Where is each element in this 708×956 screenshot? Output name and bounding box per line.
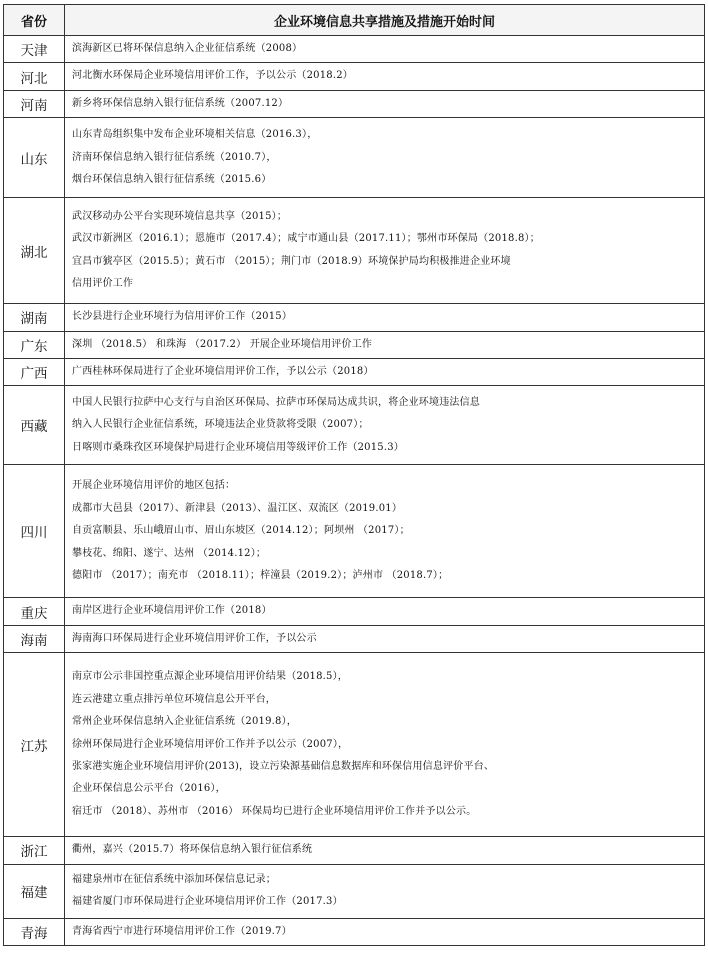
measure-line: 南岸区进行企业环境信用评价工作（2018）: [72, 605, 272, 617]
province-cell: 福建: [4, 864, 65, 918]
measures-cell: [65, 331, 705, 358]
measures-cell: [65, 918, 705, 945]
measure-line: 长沙县进行企业环境行为信用评价工作（2015）: [72, 311, 293, 323]
measure-line: 日喀则市桑珠孜区环境保护局进行企业环境信用等级评价工作（2015.3）: [72, 441, 404, 453]
measure-line: 青海省西宁市进行环境信用评价工作（2019.7）: [72, 925, 292, 937]
province-cell: 西藏: [4, 386, 65, 465]
measures-cell: [65, 837, 705, 864]
measure-line: 攀枝花、绵阳、遂宁、达州 （2014.12）；: [72, 547, 267, 559]
measures-cell: [65, 465, 705, 598]
measure-line: 连云港建立重点排污单位环境信息公开平台，: [72, 693, 276, 705]
table-row: [4, 864, 705, 918]
table-row: [4, 36, 705, 63]
table-body: [4, 36, 705, 946]
measure-line: 滨海新区已将环保信息纳入企业征信系统（2008）: [72, 43, 303, 54]
province-cell: 湖南: [4, 304, 65, 331]
measure-line: 广西桂林环保局进行了企业环境信用评价工作，予以公示（2018）: [72, 366, 374, 378]
measures-cell: [65, 118, 705, 198]
table-row: [4, 918, 705, 945]
table-row: [4, 465, 705, 598]
table-row: [4, 331, 705, 358]
province-cell: 广西: [4, 359, 65, 386]
measures-cell: [65, 36, 705, 63]
measure-line: 宜昌市猇亭区（2015.5）；黄石市 （2015）；荆门市（2018.9）环境保护局均积极推进企业环境: [72, 255, 511, 267]
measures-cell: [65, 653, 705, 837]
province-cell: 青海: [4, 918, 65, 945]
measure-line: 福建泉州市在征信系统中添加环保信息记录；: [72, 873, 276, 885]
measures-cell: [65, 386, 705, 465]
table-row: [4, 598, 705, 625]
measure-line: 自贡富顺县、乐山峨眉山市、眉山东坡区（2014.12）；阿坝州 （2017）；: [72, 525, 410, 537]
measure-line: 新乡将环保信息纳入银行征信系统（2007.12）: [72, 97, 289, 109]
province-cell: 海南: [4, 625, 65, 652]
measure-line: 企业环保信息公示平台（2016），: [72, 783, 226, 795]
table-row: [4, 90, 705, 117]
measure-line: 海南海口环保局进行企业环境信用评价工作，予以公示: [72, 632, 317, 644]
province-cell: 天津: [4, 36, 65, 63]
table-header-row: [4, 5, 705, 36]
table-row: [4, 359, 705, 386]
measure-line: 衢州，嘉兴（2015.7）将环保信息纳入银行征信系统: [72, 844, 313, 856]
province-cell: 重庆: [4, 598, 65, 625]
table-row: [4, 118, 705, 198]
table-row: [4, 304, 705, 331]
measure-line: 南京市公示非国控重点源企业环境信用评价结果（2018.5），: [72, 671, 348, 683]
measure-line: 山东青岛组织集中发布企业环境相关信息（2016.3），: [72, 129, 318, 141]
measure-line: 烟台环保信息纳入银行征信系统（2015.6）: [72, 173, 272, 185]
measure-line: 中国人民银行拉萨中心支行与自治区环保局、拉萨市环保局达成共识，将企业环境违法信息: [72, 396, 480, 408]
measure-line: 武汉移动办公平台实现环境信息共享（2015）；: [72, 210, 288, 222]
measure-line: 深圳 （2018.5） 和珠海 （2017.2） 开展企业环境信用评价工作: [72, 338, 373, 350]
measures-cell: [65, 304, 705, 331]
measures-cell: [65, 625, 705, 652]
measure-line: 成都市大邑县（2017）、新津县（2013）、温江区、双流区（2019.01）: [72, 502, 403, 514]
table-row: [4, 386, 705, 465]
province-cell: 浙江: [4, 837, 65, 864]
measure-line: 纳入人民银行企业征信系统，环境违法企业贷款将受限（2007）；: [72, 419, 369, 431]
measure-line: 开展企业环境信用评价的地区包括：: [72, 480, 236, 492]
measure-line: 信用评价工作: [72, 278, 134, 290]
measures-cell: [65, 864, 705, 918]
measure-line: 常州企业环保信息纳入企业征信系统（2019.8），: [72, 716, 297, 728]
measure-line: 徐州环保局进行企业环境信用评价工作并予以公示（2007），: [72, 738, 349, 750]
measure-line: 福建省厦门市环保局进行企业环境信用评价工作（2017.3）: [72, 896, 343, 908]
measure-line: 宿迁市 （2018）、苏州市 （2016） 环保局均已进行企业环境信用评价工作并予以公示。: [72, 805, 477, 817]
table-row: [4, 63, 705, 90]
province-cell: 河南: [4, 90, 65, 117]
environmental-info-sharing-table: [3, 4, 705, 946]
province-cell: 山东: [4, 118, 65, 198]
measures-cell: [65, 598, 705, 625]
measures-cell: [65, 359, 705, 386]
measure-line: 张家港实施企业环境信用评价(2013)，设立污染源基础信息数据库和环保信用信息评价平台、: [72, 760, 495, 772]
table-row: [4, 653, 705, 837]
table-row: [4, 198, 705, 304]
header-province: 省份: [4, 5, 65, 36]
measures-cell: [65, 90, 705, 117]
province-cell: 广东: [4, 331, 65, 358]
measure-line: 河北衡水环保局企业环境信用评价工作，予以公示（2018.2）: [72, 70, 353, 82]
header-measures: 企业环境信息共享措施及措施开始时间: [65, 5, 705, 36]
table-row: [4, 837, 705, 864]
measure-line: 德阳市 （2017）；南充市 （2018.11）；梓潼县（2019.2）；泸州市 （2018.7）；: [72, 570, 449, 582]
province-cell: 湖北: [4, 198, 65, 304]
province-cell: 四川: [4, 465, 65, 598]
measure-line: 武汉市新洲区（2016.1）；恩施市（2017.4）；咸宁市通山县（2017.11）；鄂州市环保局（2018.8）；: [72, 233, 540, 245]
province-cell: 江苏: [4, 653, 65, 837]
measures-cell: [65, 63, 705, 90]
table-row: [4, 625, 705, 652]
province-cell: 河北: [4, 63, 65, 90]
measures-cell: [65, 198, 705, 304]
measure-line: 济南环保信息纳入银行征信系统（2010.7），: [72, 151, 277, 163]
